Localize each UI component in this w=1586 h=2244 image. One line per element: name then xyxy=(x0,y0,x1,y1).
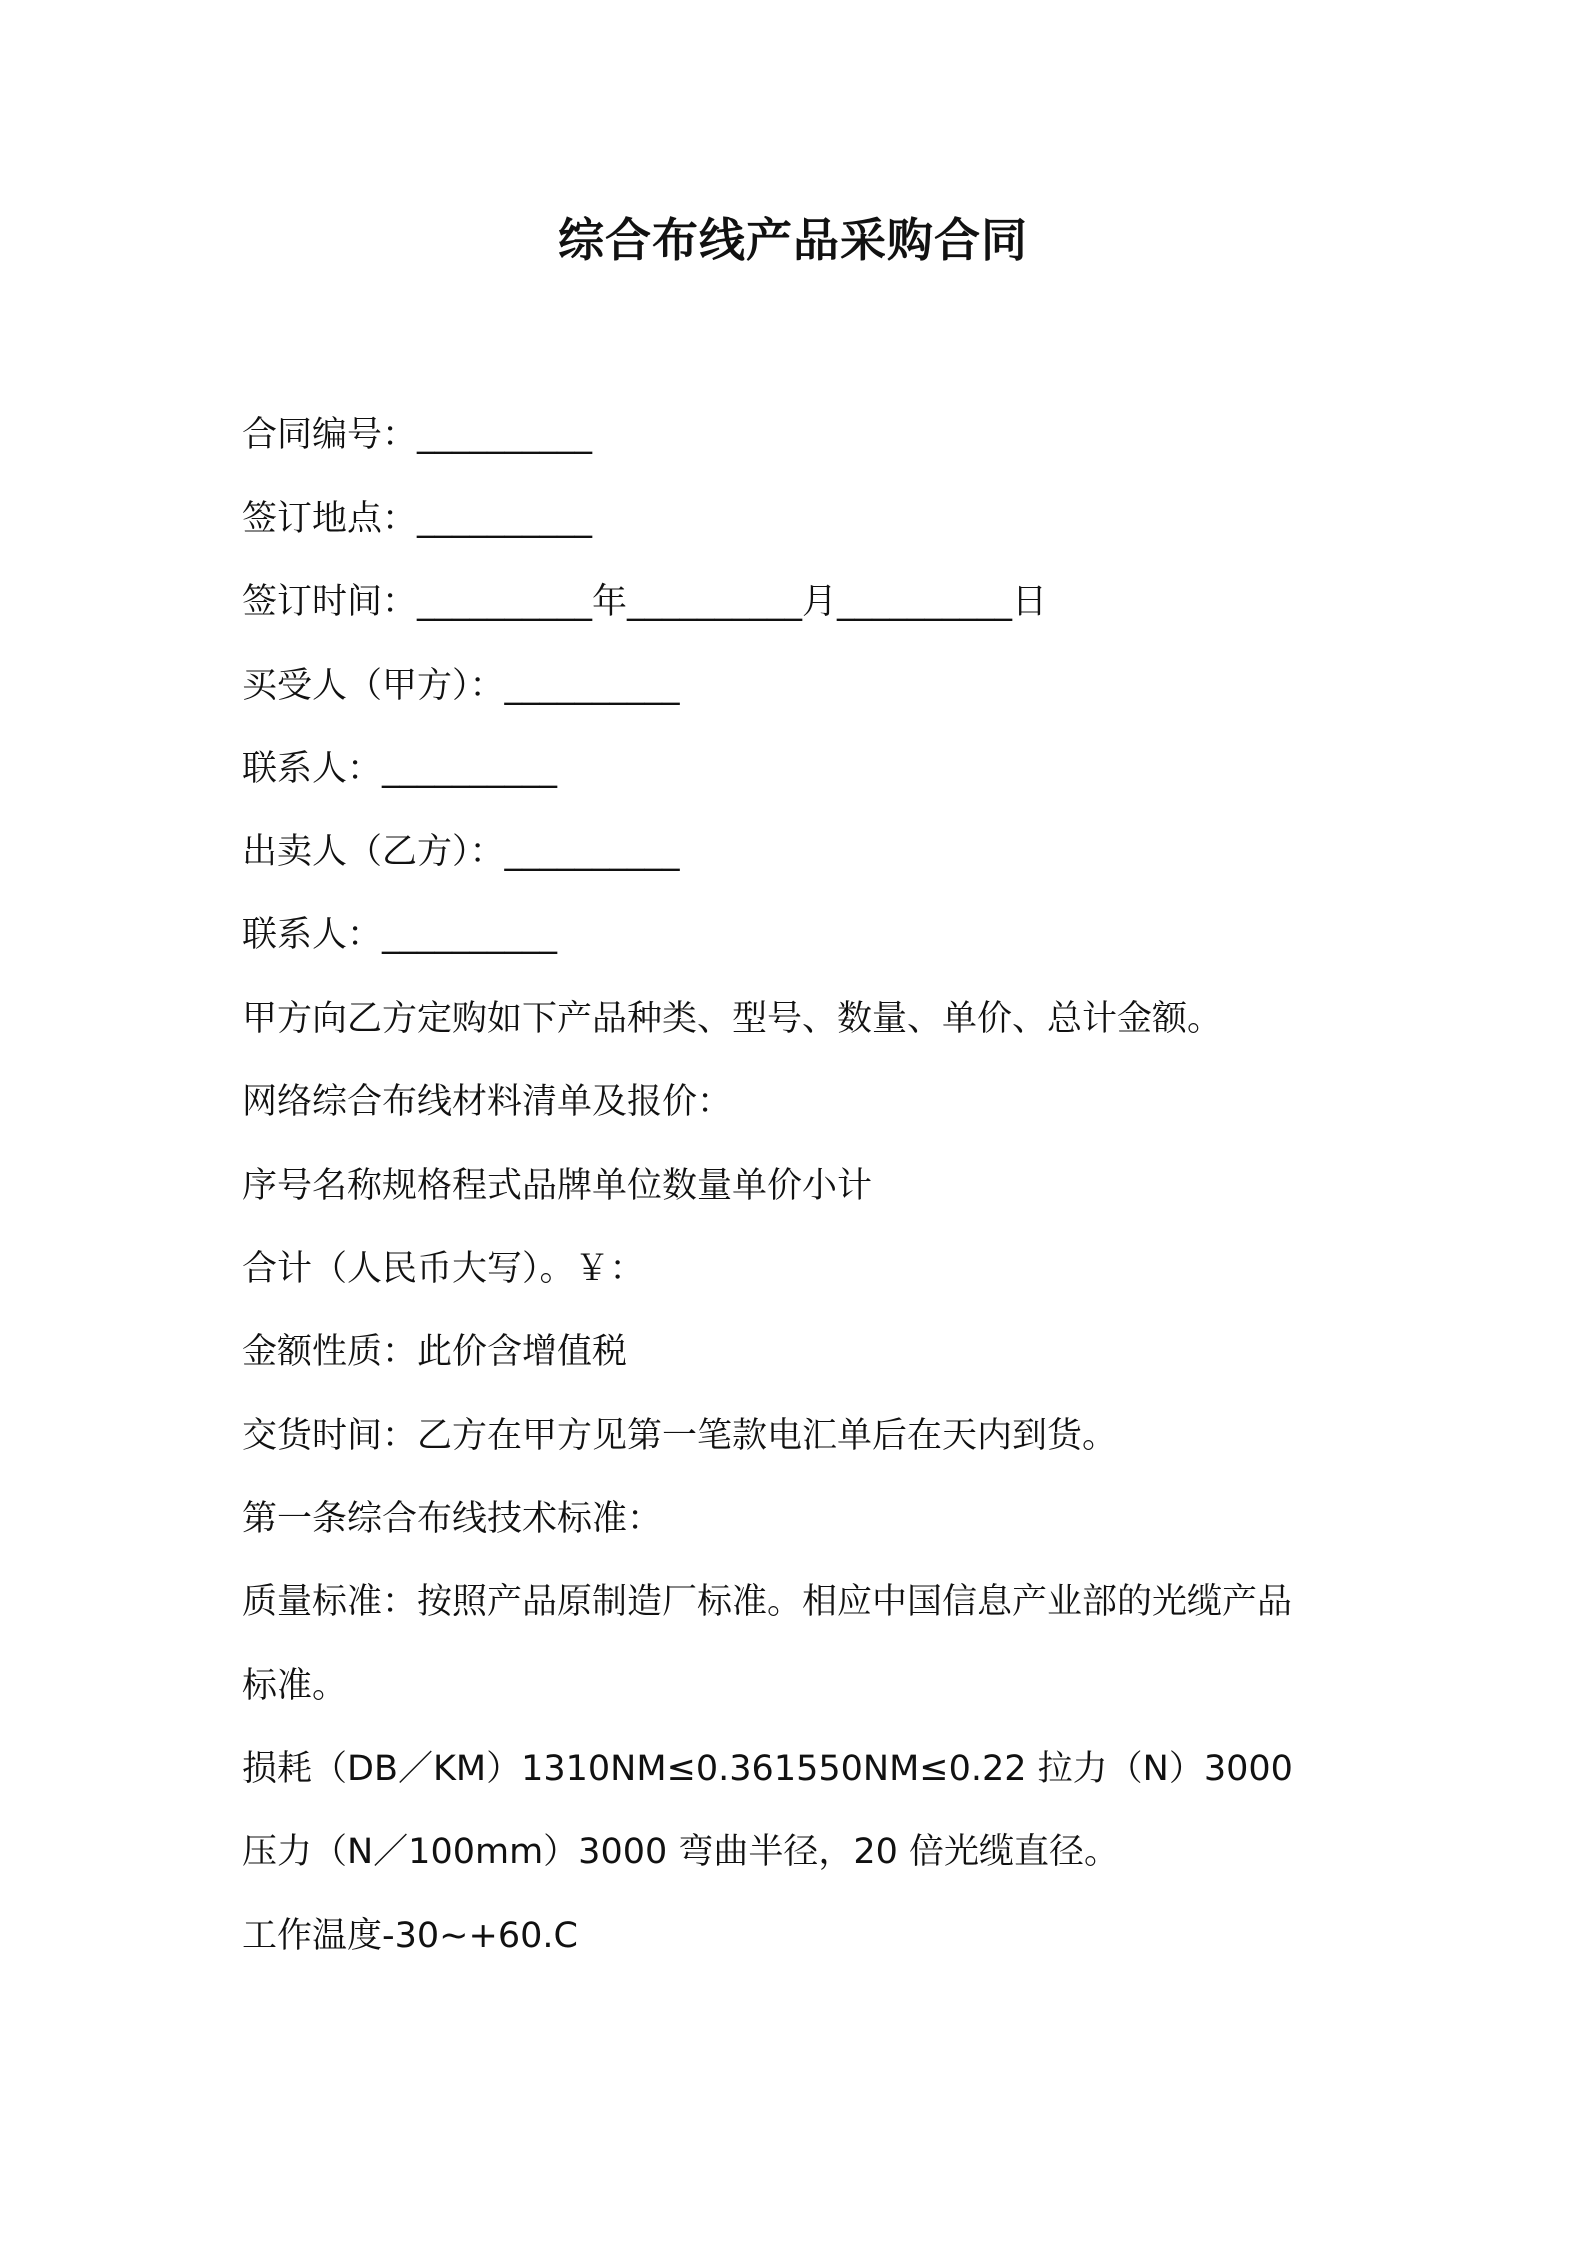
quality-standard-line: 质量标准：按照产品原制造厂标准。相应中国信息产业部的光缆产品 xyxy=(242,1582,1293,1622)
loss-spec-line: 损耗（DB／KM）1310NM≤0.361550NM≤0.22 拉力（N）3000 xyxy=(242,1749,1293,1789)
delivery-time-line: 交货时间：乙方在甲方见第一笔款电汇单后在天内到货。 xyxy=(242,1416,1118,1456)
order-statement-line: 甲方向乙方定购如下产品种类、型号、数量、单价、总计金额。 xyxy=(242,999,1223,1039)
table-header-line: 序号名称规格程式品牌单位数量单价小计 xyxy=(242,1166,873,1206)
quality-standard-continued: 标准。 xyxy=(242,1666,348,1706)
material-list-heading: 网络综合布线材料清单及报价： xyxy=(242,1082,733,1122)
signing-date-line: 签订时间：__________年__________月__________日 xyxy=(242,582,1048,622)
document-title: 综合布线产品采购合同 xyxy=(558,213,1028,267)
total-amount-line: 合计（人民币大写）。￥： xyxy=(242,1249,645,1289)
buyer-contact-line: 联系人：__________ xyxy=(242,749,558,789)
article-one-heading: 第一条综合布线技术标准： xyxy=(242,1499,663,1539)
operating-temperature-line: 工作温度-30~+60.C xyxy=(242,1916,578,1956)
pressure-spec-line: 压力（N／100mm）3000 弯曲半径，20 倍光缆直径。 xyxy=(242,1832,1120,1872)
buyer-line: 买受人（甲方）：__________ xyxy=(242,666,680,706)
amount-nature-line: 金额性质：此价含增值税 xyxy=(242,1332,628,1372)
seller-contact-line: 联系人：__________ xyxy=(242,915,558,955)
seller-line: 出卖人（乙方）：__________ xyxy=(242,832,680,872)
contract-number-line: 合同编号：__________ xyxy=(242,415,593,455)
signing-place-line: 签订地点：__________ xyxy=(242,499,593,539)
